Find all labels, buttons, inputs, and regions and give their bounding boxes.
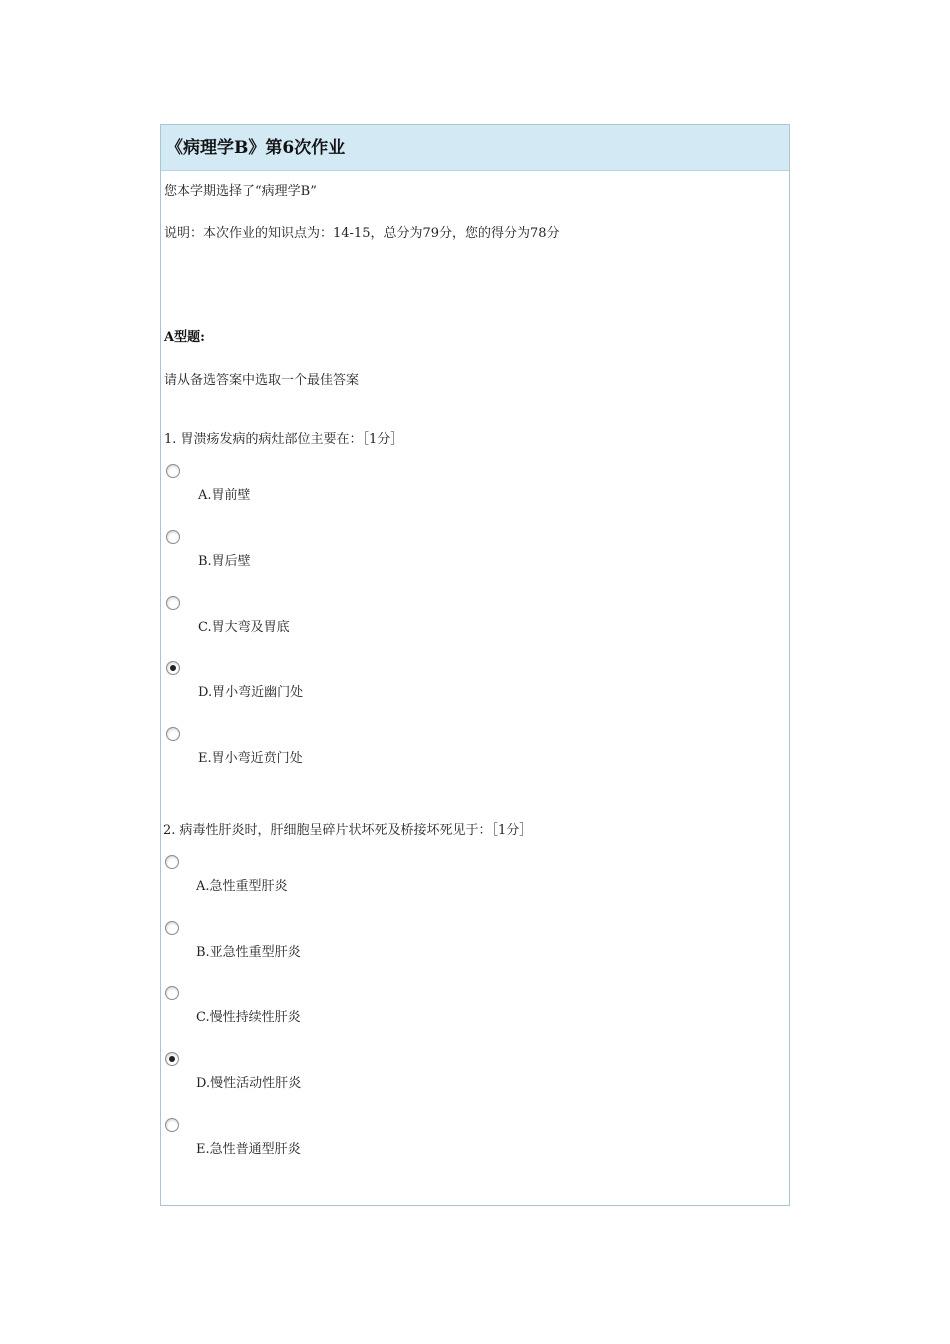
radio-button[interactable] <box>166 596 180 610</box>
section-heading: A型题: <box>164 330 205 345</box>
question-text: 2. 病毒性肝炎时，肝细胞呈碎片状坏死及桥接坏死见于：［1分］ <box>163 823 533 838</box>
radio-button[interactable] <box>165 1118 179 1132</box>
option-label: B.胃后壁 <box>198 554 251 569</box>
radio-button[interactable] <box>166 727 180 741</box>
option-label: A.急性重型肝炎 <box>196 879 288 894</box>
option-label: A.胃前壁 <box>198 488 251 503</box>
option-label: E.胃小弯近贲门处 <box>198 751 303 766</box>
option-label: B.亚急性重型肝炎 <box>196 945 301 960</box>
question-text: 1. 胃溃疡发病的病灶部位主要在：［1分］ <box>164 432 404 447</box>
radio-button[interactable] <box>165 986 179 1000</box>
option-label: D.慢性活动性肝炎 <box>196 1076 302 1091</box>
section-instruction: 请从备选答案中选取一个最佳答案 <box>164 373 360 388</box>
option-label: E.急性普通型肝炎 <box>196 1142 301 1157</box>
assignment-panel <box>160 124 790 1206</box>
course-selection-note: 您本学期选择了“病理学B” <box>164 184 317 199</box>
radio-button-selected[interactable] <box>165 1052 179 1066</box>
radio-button[interactable] <box>166 464 180 478</box>
radio-button[interactable] <box>165 855 179 869</box>
option-label: C.胃大弯及胃底 <box>198 620 290 635</box>
option-label: D.胃小弯近幽门处 <box>198 685 304 700</box>
page-title: 《病理学B》第6次作业 <box>161 125 789 171</box>
radio-button[interactable] <box>165 921 179 935</box>
radio-button-selected[interactable] <box>166 661 180 675</box>
radio-button[interactable] <box>166 530 180 544</box>
option-label: C.慢性持续性肝炎 <box>196 1010 301 1025</box>
assignment-description: 说明：本次作业的知识点为：14-15，总分为79分，您的得分为78分 <box>164 226 560 241</box>
